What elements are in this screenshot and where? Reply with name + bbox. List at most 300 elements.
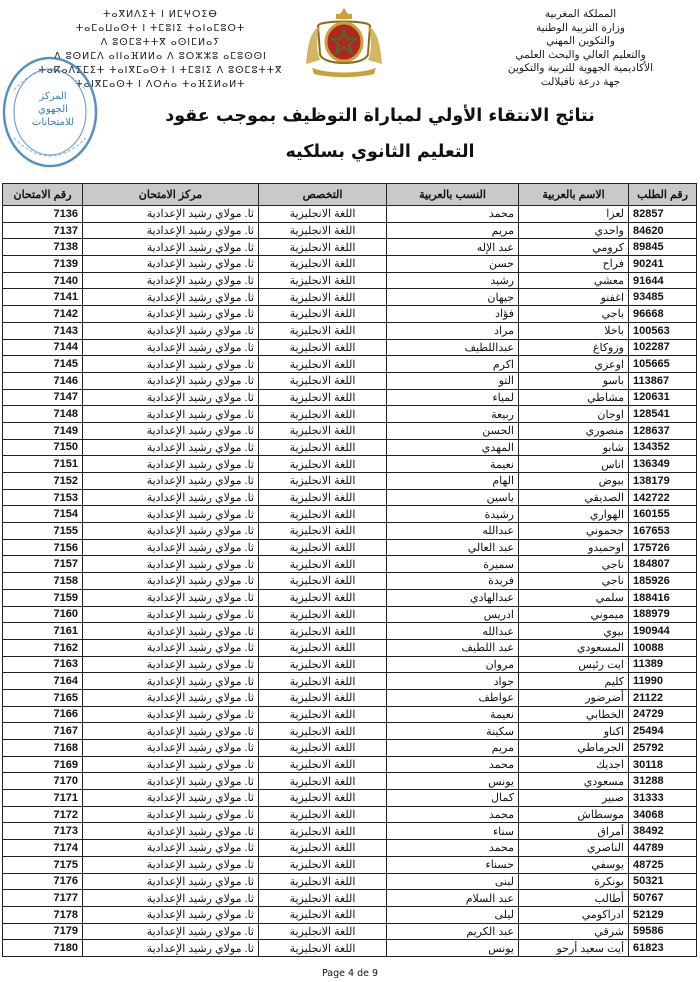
table-row bbox=[3, 439, 697, 456]
table-row bbox=[3, 840, 697, 857]
first-name-cell: اوجان bbox=[519, 406, 629, 423]
document-title: نتائج الانتقاء الأولي لمباراة التوظيف بموجب عقود bbox=[165, 106, 595, 126]
table-row bbox=[3, 422, 697, 439]
specialty-cell: اللغة الانجليزية bbox=[259, 823, 387, 840]
application-number-cell: 93485 bbox=[629, 289, 697, 306]
exam-number-cell: 7164 bbox=[3, 673, 83, 690]
family-name-cell: الهام bbox=[387, 473, 519, 490]
first-name-cell: اوحميدو bbox=[519, 539, 629, 556]
application-number-cell: 21122 bbox=[629, 689, 697, 706]
header-line: جهة درعة تافيلالت bbox=[540, 75, 621, 88]
table-row bbox=[3, 239, 697, 256]
header-line: الأكاديمية الجهوية للتربية والتكوين bbox=[507, 62, 654, 74]
application-number-cell: 120631 bbox=[629, 389, 697, 406]
exam-number-cell: 7144 bbox=[3, 339, 83, 356]
application-number-cell: 136349 bbox=[629, 456, 697, 473]
family-name-cell: جيهان bbox=[387, 289, 519, 306]
specialty-cell: اللغة الانجليزية bbox=[259, 639, 387, 656]
first-name-cell: ميموني bbox=[519, 606, 629, 623]
application-number-cell: 30118 bbox=[629, 756, 697, 773]
exam-center-cell: ثا. مولاي رشيد الإعدادية bbox=[83, 406, 259, 423]
table-row bbox=[3, 306, 697, 323]
first-name-cell: الجرماطي bbox=[519, 740, 629, 757]
family-name-cell: حسناء bbox=[387, 856, 519, 873]
exam-number-cell: 7141 bbox=[3, 289, 83, 306]
exam-center-cell: ثا. مولاي رشيد الإعدادية bbox=[83, 589, 259, 606]
table-row bbox=[3, 272, 697, 289]
table-row bbox=[3, 523, 697, 540]
first-name-cell: أضرضور bbox=[519, 689, 629, 706]
first-name-cell: باسو bbox=[519, 372, 629, 389]
royal-emblem-icon bbox=[298, 4, 390, 78]
specialty-cell: اللغة الانجليزية bbox=[259, 923, 387, 940]
exam-number-cell: 7179 bbox=[3, 923, 83, 940]
exam-center-cell: ثا. مولاي رشيد الإعدادية bbox=[83, 256, 259, 273]
family-name-cell: التو bbox=[387, 372, 519, 389]
exam-number-cell: 7176 bbox=[3, 873, 83, 890]
table-row bbox=[3, 222, 697, 239]
specialty-cell: اللغة الانجليزية bbox=[259, 206, 387, 223]
exam-center-cell: ثا. مولاي رشيد الإعدادية bbox=[83, 706, 259, 723]
first-name-cell: باجي bbox=[519, 306, 629, 323]
first-name-cell: وزوكاغ bbox=[519, 339, 629, 356]
family-name-cell: عبد الإله bbox=[387, 239, 519, 256]
family-name-cell: لبنى bbox=[387, 873, 519, 890]
table-row bbox=[3, 890, 697, 907]
table-row bbox=[3, 289, 697, 306]
exam-number-cell: 7178 bbox=[3, 906, 83, 923]
specialty-cell: اللغة الانجليزية bbox=[259, 740, 387, 757]
application-number-cell: 25494 bbox=[629, 723, 697, 740]
family-name-cell: يونس bbox=[387, 940, 519, 957]
family-name-cell: محمد bbox=[387, 206, 519, 223]
table-row bbox=[3, 689, 697, 706]
table-row bbox=[3, 873, 697, 890]
exam-number-cell: 7172 bbox=[3, 806, 83, 823]
table-row bbox=[3, 623, 697, 640]
first-name-cell: ناجي bbox=[519, 573, 629, 590]
first-name-cell: جحموني bbox=[519, 523, 629, 540]
table-row bbox=[3, 573, 697, 590]
table-row bbox=[3, 556, 697, 573]
application-number-cell: 90241 bbox=[629, 256, 697, 273]
application-number-cell: 50321 bbox=[629, 873, 697, 890]
exam-center-cell: ثا. مولاي رشيد الإعدادية bbox=[83, 623, 259, 640]
table-header-row bbox=[3, 184, 697, 206]
application-number-cell: 128541 bbox=[629, 406, 697, 423]
application-number-cell: 190944 bbox=[629, 623, 697, 640]
first-name-cell: كليم bbox=[519, 673, 629, 690]
family-name-cell: نعيمة bbox=[387, 706, 519, 723]
specialty-cell: اللغة الانجليزية bbox=[259, 272, 387, 289]
exam-center-cell: ثا. مولاي رشيد الإعدادية bbox=[83, 606, 259, 623]
application-number-cell: 105665 bbox=[629, 356, 697, 373]
header-line: ⵜⴰⴳⵍⴷⵉⵜ ⵏ ⵍⵎⵖⵔⵉⴱ bbox=[103, 9, 218, 20]
exam-number-cell: 7159 bbox=[3, 589, 83, 606]
header-application-number: رقم الطلب bbox=[629, 184, 697, 206]
header-line: المملكة المغربية bbox=[544, 8, 617, 20]
table-row bbox=[3, 389, 697, 406]
specialty-cell: اللغة الانجليزية bbox=[259, 790, 387, 807]
first-name-cell: الناصري bbox=[519, 840, 629, 857]
exam-center-cell: ثا. مولاي رشيد الإعدادية bbox=[83, 389, 259, 406]
exam-number-cell: 7136 bbox=[3, 206, 83, 223]
family-name-cell: جواد bbox=[387, 673, 519, 690]
exam-number-cell: 7160 bbox=[3, 606, 83, 623]
specialty-cell: اللغة الانجليزية bbox=[259, 422, 387, 439]
exam-number-cell: 7149 bbox=[3, 422, 83, 439]
table-row bbox=[3, 656, 697, 673]
first-name-cell: واحدي bbox=[519, 222, 629, 239]
exam-center-cell: ثا. مولاي رشيد الإعدادية bbox=[83, 556, 259, 573]
table-row bbox=[3, 473, 697, 490]
family-name-cell: عبداللطيف bbox=[387, 339, 519, 356]
table-row bbox=[3, 706, 697, 723]
specialty-cell: اللغة الانجليزية bbox=[259, 890, 387, 907]
table-row bbox=[3, 606, 697, 623]
family-name-cell: المهدي bbox=[387, 439, 519, 456]
specialty-cell: اللغة الانجليزية bbox=[259, 372, 387, 389]
specialty-cell: اللغة الانجليزية bbox=[259, 306, 387, 323]
application-number-cell: 25792 bbox=[629, 740, 697, 757]
family-name-cell: سميرة bbox=[387, 556, 519, 573]
exam-center-cell: ثا. مولاي رشيد الإعدادية bbox=[83, 873, 259, 890]
exam-center-cell: ثا. مولاي رشيد الإعدادية bbox=[83, 823, 259, 840]
specialty-cell: اللغة الانجليزية bbox=[259, 656, 387, 673]
first-name-cell: بونكرة bbox=[519, 873, 629, 890]
first-name-cell: صبير bbox=[519, 790, 629, 807]
application-number-cell: 59586 bbox=[629, 923, 697, 940]
header-line: ⴷ ⵓⵙⵍⵎⴷ ⴰⵏⵏⴰⴼⵍⵍⴰ ⴷ ⵓⵔⵣⵣⵓ ⴰⵎⵓⵙⵙⵏ bbox=[54, 51, 267, 62]
exam-center-cell: ثا. مولاي رشيد الإعدادية bbox=[83, 339, 259, 356]
header-line: ⴷ ⵓⵙⵎⵓⵜⵜⴳ ⴰⵙⵏⵎⵍⴰⵢ bbox=[100, 37, 221, 48]
first-name-cell: بيوض bbox=[519, 473, 629, 490]
family-name-cell: لمياء bbox=[387, 389, 519, 406]
family-name-cell: عبد العالي bbox=[387, 539, 519, 556]
application-number-cell: 48725 bbox=[629, 856, 697, 873]
header-line: ⵜⴰⵏⴳⵎⴰⵙⵜ ⵏ ⴷⵔⵄⴰ ⵜⴰⴼⵉⵍⴰⵍⵜ bbox=[75, 79, 246, 90]
specialty-cell: اللغة الانجليزية bbox=[259, 239, 387, 256]
exam-number-cell: 7161 bbox=[3, 623, 83, 640]
application-number-cell: 10088 bbox=[629, 639, 697, 656]
specialty-cell: اللغة الانجليزية bbox=[259, 723, 387, 740]
exam-center-cell: ثا. مولاي رشيد الإعدادية bbox=[83, 689, 259, 706]
first-name-cell: الصديقي bbox=[519, 489, 629, 506]
specialty-cell: اللغة الانجليزية bbox=[259, 389, 387, 406]
exam-center-cell: ثا. مولاي رشيد الإعدادية bbox=[83, 506, 259, 523]
exam-center-cell: ثا. مولاي رشيد الإعدادية bbox=[83, 222, 259, 239]
first-name-cell: أيت سعيد أرحو bbox=[519, 940, 629, 957]
header-line: وزارة التربية الوطنية bbox=[536, 21, 625, 34]
specialty-cell: اللغة الانجليزية bbox=[259, 489, 387, 506]
specialty-cell: اللغة الانجليزية bbox=[259, 523, 387, 540]
application-number-cell: 84620 bbox=[629, 222, 697, 239]
exam-number-cell: 7165 bbox=[3, 689, 83, 706]
application-number-cell: 31333 bbox=[629, 790, 697, 807]
exam-number-cell: 7143 bbox=[3, 322, 83, 339]
table-row bbox=[3, 906, 697, 923]
family-name-cell: رشيدة bbox=[387, 506, 519, 523]
exam-center-cell: ثا. مولاي رشيد الإعدادية bbox=[83, 239, 259, 256]
specialty-cell: اللغة الانجليزية bbox=[259, 506, 387, 523]
family-name-cell: مروان bbox=[387, 656, 519, 673]
application-number-cell: 142722 bbox=[629, 489, 697, 506]
application-number-cell: 188979 bbox=[629, 606, 697, 623]
table-row bbox=[3, 756, 697, 773]
family-name-cell: الحسن bbox=[387, 422, 519, 439]
header-line: والتعليم العالي والبحث العلمي bbox=[515, 48, 646, 61]
exam-center-cell: ثا. مولاي رشيد الإعدادية bbox=[83, 356, 259, 373]
exam-number-cell: 7150 bbox=[3, 439, 83, 456]
exam-center-cell: ثا. مولاي رشيد الإعدادية bbox=[83, 573, 259, 590]
table-row bbox=[3, 940, 697, 957]
specialty-cell: اللغة الانجليزية bbox=[259, 806, 387, 823]
family-name-cell: محمد bbox=[387, 840, 519, 857]
first-name-cell: المسعودي bbox=[519, 639, 629, 656]
family-name-cell: عواطف bbox=[387, 689, 519, 706]
specialty-cell: اللغة الانجليزية bbox=[259, 289, 387, 306]
family-name-cell: ربيعة bbox=[387, 406, 519, 423]
exam-center-cell: ثا. مولاي رشيد الإعدادية bbox=[83, 840, 259, 857]
first-name-cell: منصوري bbox=[519, 422, 629, 439]
header-exam-center: مركز الامتحان bbox=[83, 184, 259, 206]
exam-center-cell: ثا. مولاي رشيد الإعدادية bbox=[83, 372, 259, 389]
exam-center-cell: ثا. مولاي رشيد الإعدادية bbox=[83, 272, 259, 289]
exam-center-cell: ثا. مولاي رشيد الإعدادية bbox=[83, 523, 259, 540]
exam-center-cell: ثا. مولاي رشيد الإعدادية bbox=[83, 806, 259, 823]
family-name-cell: عبد السلام bbox=[387, 890, 519, 907]
table-row bbox=[3, 823, 697, 840]
family-name-cell: رشيد bbox=[387, 272, 519, 289]
header-family-name: النسب بالعربية bbox=[387, 184, 519, 206]
exam-number-cell: 7163 bbox=[3, 656, 83, 673]
first-name-cell: ايت رئيس bbox=[519, 656, 629, 673]
table-row bbox=[3, 723, 697, 740]
exam-center-cell: ثا. مولاي رشيد الإعدادية bbox=[83, 673, 259, 690]
specialty-cell: اللغة الانجليزية bbox=[259, 339, 387, 356]
family-name-cell: عبد اللطيف bbox=[387, 639, 519, 656]
page-number: Page 4 de 9 bbox=[321, 968, 379, 979]
table-row bbox=[3, 506, 697, 523]
application-number-cell: 91644 bbox=[629, 272, 697, 289]
stamp-line: للامتحانات bbox=[31, 117, 75, 128]
specialty-cell: اللغة الانجليزية bbox=[259, 556, 387, 573]
exam-center-cell: ثا. مولاي رشيد الإعدادية bbox=[83, 322, 259, 339]
exam-center-cell: ثا. مولاي رشيد الإعدادية bbox=[83, 422, 259, 439]
specialty-cell: اللغة الانجليزية bbox=[259, 673, 387, 690]
exam-center-cell: ثا. مولاي رشيد الإعدادية bbox=[83, 656, 259, 673]
table-row bbox=[3, 256, 697, 273]
exam-number-cell: 7148 bbox=[3, 406, 83, 423]
first-name-cell: الهواري bbox=[519, 506, 629, 523]
specialty-cell: اللغة الانجليزية bbox=[259, 856, 387, 873]
application-number-cell: 31288 bbox=[629, 773, 697, 790]
first-name-cell: اناس bbox=[519, 456, 629, 473]
exam-center-cell: ثا. مولاي رشيد الإعدادية bbox=[83, 289, 259, 306]
exam-number-cell: 7168 bbox=[3, 740, 83, 757]
family-name-cell: يونس bbox=[387, 773, 519, 790]
exam-center-cell: ثا. مولاي رشيد الإعدادية bbox=[83, 773, 259, 790]
application-number-cell: 185926 bbox=[629, 573, 697, 590]
family-name-cell: مريم bbox=[387, 740, 519, 757]
header-line: ⵜⴰⵎⴰⵡⴰⵙⵜ ⵏ ⵜⵎⵓⵏⵉ ⵜⴰⵏⴰⵎⵓⵔⵜ bbox=[75, 23, 246, 34]
application-number-cell: 175726 bbox=[629, 539, 697, 556]
exam-number-cell: 7174 bbox=[3, 840, 83, 857]
stamp-line: الجهوي bbox=[38, 104, 68, 115]
family-name-cell: عبدالهادي bbox=[387, 589, 519, 606]
exam-number-cell: 7158 bbox=[3, 573, 83, 590]
exam-number-cell: 7154 bbox=[3, 506, 83, 523]
exam-center-cell: ثا. مولاي رشيد الإعدادية bbox=[83, 473, 259, 490]
table-row bbox=[3, 856, 697, 873]
exam-center-cell: ثا. مولاي رشيد الإعدادية bbox=[83, 940, 259, 957]
specialty-cell: اللغة الانجليزية bbox=[259, 406, 387, 423]
specialty-cell: اللغة الانجليزية bbox=[259, 222, 387, 239]
first-name-cell: ادراكومي bbox=[519, 906, 629, 923]
exam-number-cell: 7175 bbox=[3, 856, 83, 873]
first-name-cell: أمراق bbox=[519, 823, 629, 840]
family-name-cell: كمال bbox=[387, 790, 519, 807]
exam-center-cell: ثا. مولاي رشيد الإعدادية bbox=[83, 790, 259, 807]
first-name-cell: فراح bbox=[519, 256, 629, 273]
exam-number-cell: 7145 bbox=[3, 356, 83, 373]
specialty-cell: اللغة الانجليزية bbox=[259, 873, 387, 890]
exam-center-cell: ثا. مولاي رشيد الإعدادية bbox=[83, 723, 259, 740]
table-row bbox=[3, 539, 697, 556]
document-subtitle: التعليم الثانوي بسلكيه bbox=[285, 142, 475, 162]
exam-number-cell: 7171 bbox=[3, 790, 83, 807]
table-row bbox=[3, 356, 697, 373]
application-number-cell: 188416 bbox=[629, 589, 697, 606]
specialty-cell: اللغة الانجليزية bbox=[259, 706, 387, 723]
table-row bbox=[3, 489, 697, 506]
family-name-cell: عبدالله bbox=[387, 523, 519, 540]
table-row bbox=[3, 790, 697, 807]
first-name-cell: اوعزي bbox=[519, 356, 629, 373]
specialty-cell: اللغة الانجليزية bbox=[259, 623, 387, 640]
family-name-cell: فريدة bbox=[387, 573, 519, 590]
first-name-cell: اغفنو bbox=[519, 289, 629, 306]
application-number-cell: 24729 bbox=[629, 706, 697, 723]
specialty-cell: اللغة الانجليزية bbox=[259, 439, 387, 456]
family-name-cell: ليلى bbox=[387, 906, 519, 923]
exam-center-cell: ثا. مولاي رشيد الإعدادية bbox=[83, 890, 259, 907]
exam-number-cell: 7166 bbox=[3, 706, 83, 723]
exam-number-cell: 7152 bbox=[3, 473, 83, 490]
exam-number-cell: 7142 bbox=[3, 306, 83, 323]
application-number-cell: 102287 bbox=[629, 339, 697, 356]
stamp-text bbox=[18, 90, 88, 129]
exam-number-cell: 7177 bbox=[3, 890, 83, 907]
header-first-name: الاسم بالعربية bbox=[519, 184, 629, 206]
exam-center-cell: ثا. مولاي رشيد الإعدادية bbox=[83, 923, 259, 940]
specialty-cell: اللغة الانجليزية bbox=[259, 473, 387, 490]
exam-center-cell: ثا. مولاي رشيد الإعدادية bbox=[83, 489, 259, 506]
table-row bbox=[3, 773, 697, 790]
exam-number-cell: 7153 bbox=[3, 489, 83, 506]
application-number-cell: 34068 bbox=[629, 806, 697, 823]
family-name-cell: فؤاد bbox=[387, 306, 519, 323]
family-name-cell: مراد bbox=[387, 322, 519, 339]
exam-center-cell: ثا. مولاي رشيد الإعدادية bbox=[83, 539, 259, 556]
exam-center-cell: ثا. مولاي رشيد الإعدادية bbox=[83, 740, 259, 757]
first-name-cell: مسعودي bbox=[519, 773, 629, 790]
table-row bbox=[3, 339, 697, 356]
header-exam-number: رقم الامتحان bbox=[3, 184, 83, 206]
specialty-cell: اللغة الانجليزية bbox=[259, 840, 387, 857]
application-number-cell: 134352 bbox=[629, 439, 697, 456]
specialty-cell: اللغة الانجليزية bbox=[259, 589, 387, 606]
document-header bbox=[0, 0, 700, 180]
specialty-cell: اللغة الانجليزية bbox=[259, 456, 387, 473]
ministry-header-arabic bbox=[473, 8, 688, 89]
exam-number-cell: 7173 bbox=[3, 823, 83, 840]
specialty-cell: اللغة الانجليزية bbox=[259, 322, 387, 339]
application-number-cell: 52129 bbox=[629, 906, 697, 923]
first-name-cell: بيوي bbox=[519, 623, 629, 640]
specialty-cell: اللغة الانجليزية bbox=[259, 606, 387, 623]
header-specialty: التخصص bbox=[259, 184, 387, 206]
first-name-cell: اكناو bbox=[519, 723, 629, 740]
family-name-cell: مريم bbox=[387, 222, 519, 239]
stamp-line: المركز bbox=[39, 91, 67, 102]
exam-number-cell: 7162 bbox=[3, 639, 83, 656]
family-name-cell: ياسين bbox=[387, 489, 519, 506]
application-number-cell: 96668 bbox=[629, 306, 697, 323]
exam-number-cell: 7140 bbox=[3, 272, 83, 289]
exam-center-cell: ثا. مولاي رشيد الإعدادية bbox=[83, 456, 259, 473]
exam-number-cell: 7151 bbox=[3, 456, 83, 473]
application-number-cell: 61823 bbox=[629, 940, 697, 957]
first-name-cell: لعزا bbox=[519, 206, 629, 223]
family-name-cell: اكرم bbox=[387, 356, 519, 373]
first-name-cell: معشي bbox=[519, 272, 629, 289]
first-name-cell: شابو bbox=[519, 439, 629, 456]
first-name-cell: موسطاش bbox=[519, 806, 629, 823]
table-row bbox=[3, 322, 697, 339]
exam-number-cell: 7155 bbox=[3, 523, 83, 540]
application-number-cell: 128637 bbox=[629, 422, 697, 439]
application-number-cell: 50767 bbox=[629, 890, 697, 907]
application-number-cell: 82857 bbox=[629, 206, 697, 223]
application-number-cell: 138179 bbox=[629, 473, 697, 490]
specialty-cell: اللغة الانجليزية bbox=[259, 256, 387, 273]
results-table bbox=[2, 183, 697, 957]
first-name-cell: اجديك bbox=[519, 756, 629, 773]
exam-center-cell: ثا. مولاي رشيد الإعدادية bbox=[83, 856, 259, 873]
application-number-cell: 11990 bbox=[629, 673, 697, 690]
exam-center-cell: ثا. مولاي رشيد الإعدادية bbox=[83, 206, 259, 223]
exam-center-cell: ثا. مولاي رشيد الإعدادية bbox=[83, 756, 259, 773]
exam-number-cell: 7169 bbox=[3, 756, 83, 773]
exam-number-cell: 7139 bbox=[3, 256, 83, 273]
family-name-cell: سناء bbox=[387, 823, 519, 840]
first-name-cell: يوسفي bbox=[519, 856, 629, 873]
table-row bbox=[3, 456, 697, 473]
family-name-cell: محمد bbox=[387, 806, 519, 823]
application-number-cell: 167653 bbox=[629, 523, 697, 540]
table-row bbox=[3, 206, 697, 223]
specialty-cell: اللغة الانجليزية bbox=[259, 573, 387, 590]
application-number-cell: 44789 bbox=[629, 840, 697, 857]
family-name-cell: حسن bbox=[387, 256, 519, 273]
table-row bbox=[3, 372, 697, 389]
table-row bbox=[3, 673, 697, 690]
application-number-cell: 184807 bbox=[629, 556, 697, 573]
exam-number-cell: 7170 bbox=[3, 773, 83, 790]
family-name-cell: عبد الكريم bbox=[387, 923, 519, 940]
first-name-cell: الخطابي bbox=[519, 706, 629, 723]
